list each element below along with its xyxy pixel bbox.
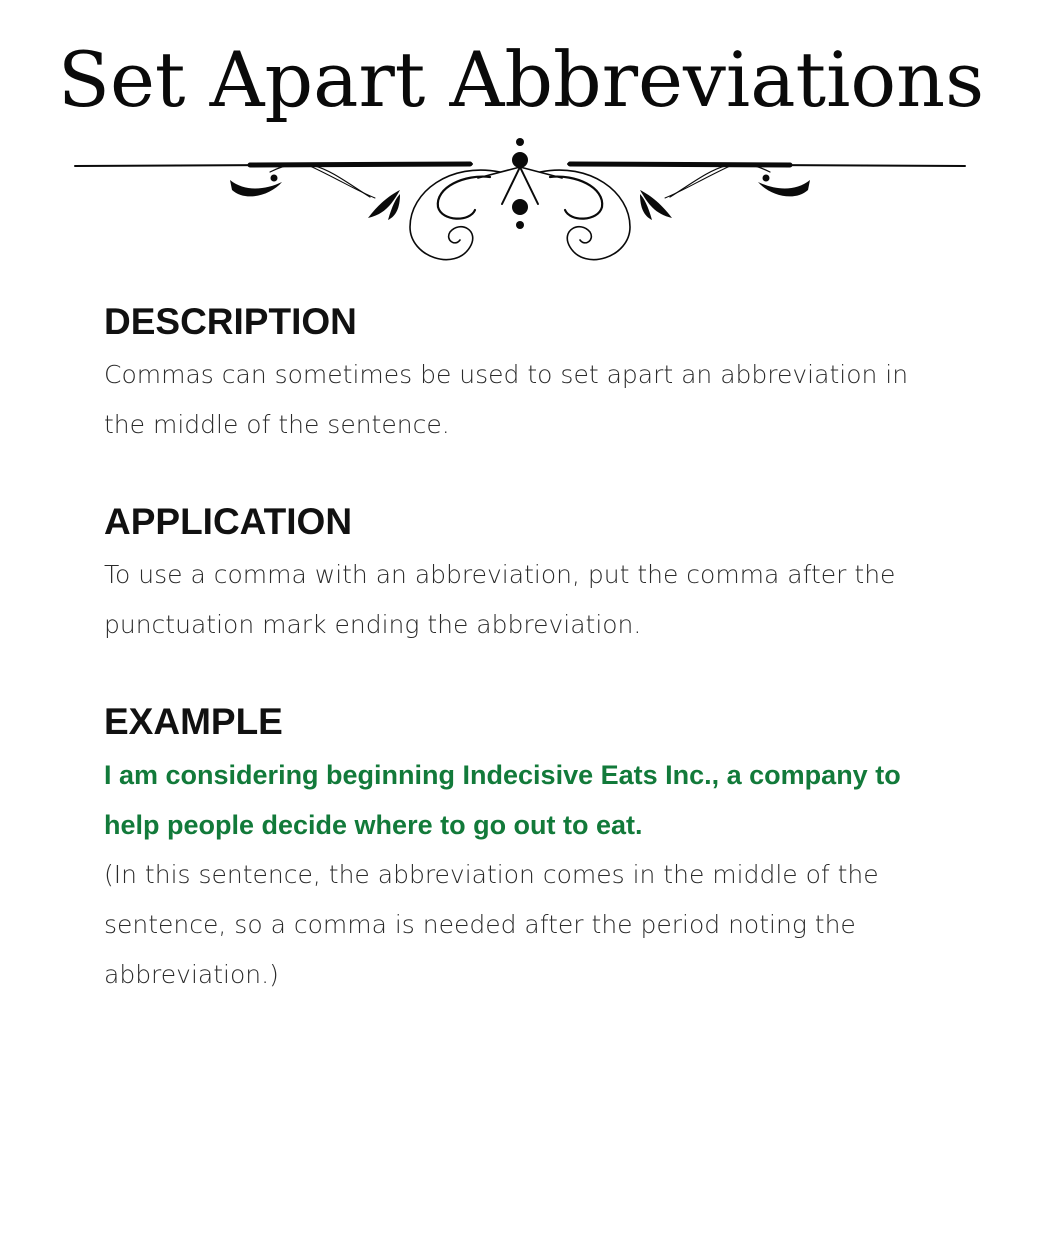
example-section xyxy=(104,700,934,1000)
page-title: Set Apart Abbreviations xyxy=(57,35,985,124)
example-heading: EXAMPLE xyxy=(104,701,283,742)
flourish-divider-icon xyxy=(70,132,970,272)
example-sentence: I am considering beginning Indecisive Eats Inc., a company to help people decide where to go out to eat. xyxy=(104,760,901,840)
application-heading: APPLICATION xyxy=(104,501,353,542)
description-heading: DESCRIPTION xyxy=(104,301,357,342)
application-text: To use a comma with an abbreviation, put the comma after the punctuation mark ending the abbreviation. xyxy=(104,560,896,639)
example-note: (In this sentence, the abbreviation comes in the middle of the sentence, so a comma is needed after the period noting the abbreviation.) xyxy=(104,860,879,989)
description-text: Commas can sometimes be used to set apart an abbreviation in the middle of the sentence. xyxy=(104,360,909,439)
application-section xyxy=(104,500,934,650)
description-section xyxy=(104,300,934,450)
